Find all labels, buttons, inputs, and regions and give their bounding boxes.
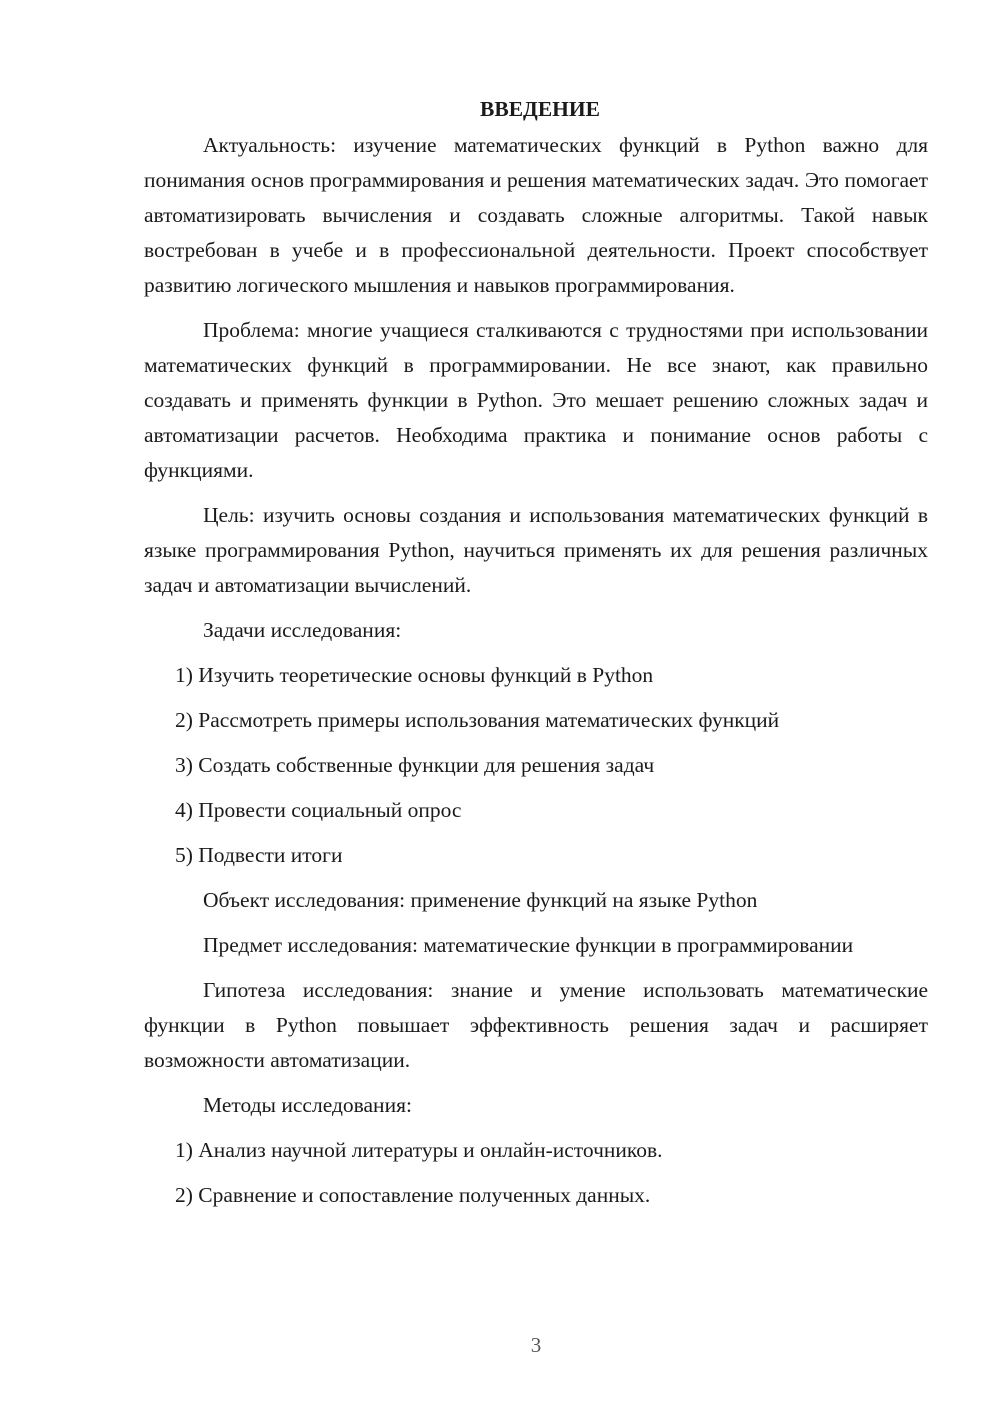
method-item: 1) Анализ научной литературы и онлайн-источников. [175,1138,663,1162]
page-number: 3 [530,1333,542,1357]
goal-paragraph: Цель: изучить основы создания и использования математических функций в языке программирования Python, научиться применять их для решения различных задач и автоматизации вычислений. [144,503,928,597]
method-item: 2) Сравнение и сопоставление полученных данных. [175,1183,651,1207]
problem-paragraph: Проблема: многие учащиеся сталкиваются с трудностями при использовании математических функций в программировании. Не все знают, как правильно создавать и применять функции в Python. Это мешает решению сложных задач и автоматизации расчетов. Необходима практика и понимание основ работы с функциями. [144,318,928,482]
task-item: 2) Рассмотреть примеры использования математических функций [175,708,780,732]
hypothesis-paragraph: Гипотеза исследования: знание и умение использовать математические функции в Python повышает эффективность решения задач и расширяет возможности автоматизации. [144,978,928,1072]
task-item: 5) Подвести итоги [175,843,343,867]
relevance-paragraph: Актуальность: изучение математических функций в Python важно для понимания основ программирования и решения математических задач. Это помогает автоматизировать вычисления и создавать сложные алгоритмы. Такой навык востребован в учебе и в профессиональной деятельности. Проект способствует развитию логического мышления и навыков программирования. [144,133,928,297]
document-page [144,92,928,1223]
subject-paragraph: Предмет исследования: математические функции в программировании [203,933,854,957]
tasks-label: Задачи исследования: [203,618,402,642]
methods-label: Методы исследования: [203,1093,412,1117]
page-title: ВВЕДЕНИЕ [480,97,600,121]
task-item: 1) Изучить теоретические основы функций в Python [175,663,654,687]
task-item: 4) Провести социальный опрос [175,798,462,822]
object-paragraph: Объект исследования: применение функций на языке Python [203,888,758,912]
task-item: 3) Создать собственные функции для решения задач [175,753,655,777]
